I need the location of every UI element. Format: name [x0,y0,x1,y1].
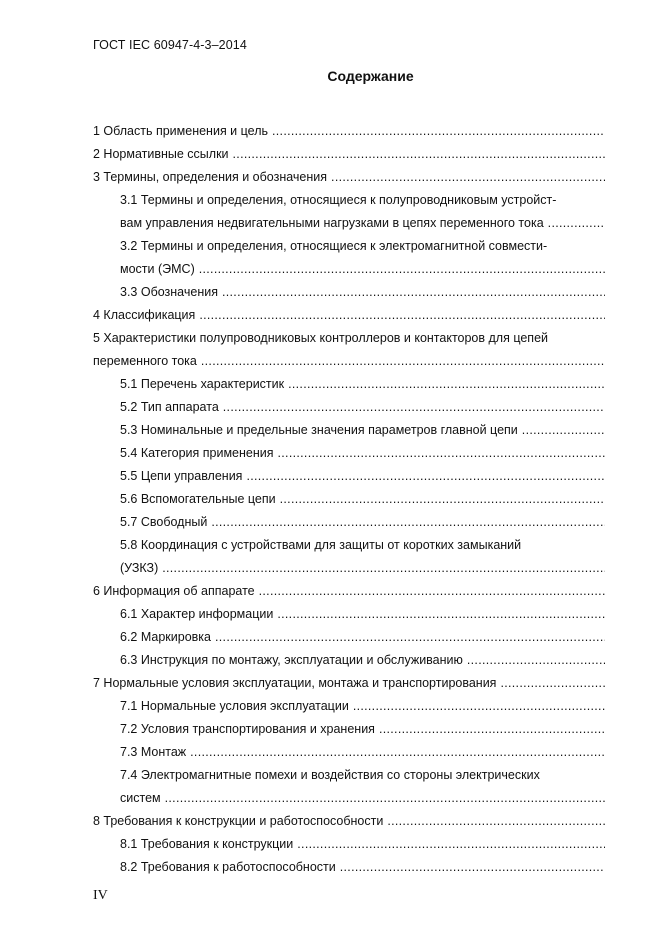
toc-entry-text: 5.5 Цепи управления [120,469,243,483]
toc-entry [93,580,605,603]
toc-entry [93,626,605,649]
toc-leader-dots [272,120,605,143]
toc-entry [93,143,605,166]
toc-entry-text: 5 Характеристики полупроводниковых контроллеров и контакторов для цепей [93,331,549,345]
toc-leader-dots [222,281,605,304]
toc-entry-text: переменного тока [93,354,197,368]
toc-entry [93,833,605,856]
toc-entry [93,488,605,511]
toc-entry-text: 6.2 Маркировка [120,630,211,644]
toc-entry-text: 2 Нормативные ссылки [93,147,229,161]
toc-leader-dots [199,304,605,327]
toc-entry [93,856,605,879]
toc-entry-text: 6.1 Характер информации [120,607,274,621]
toc-entry [93,235,605,258]
toc-entry-text: мости (ЭМС) [120,262,195,276]
toc-entry [93,764,605,787]
toc-entry-text: (УЗКЗ) [120,561,159,575]
toc-entry-text: 7.2 Условия транспортирования и хранения [120,722,375,736]
toc-entry [93,534,605,557]
toc-entry-text: 6 Информация об аппарате [93,584,255,598]
toc-entry-text: 3.1 Термины и определения, относящиеся к полупроводниковым устройст- [120,193,557,207]
toc-entry [93,281,605,304]
table-of-contents [93,120,605,879]
toc-entry [93,419,605,442]
toc-entry-text: 7.4 Электромагнитные помехи и воздействия со стороны электрических [120,768,540,782]
toc-leader-dots [165,787,605,810]
toc-entry [93,511,605,534]
toc-leader-dots [522,419,605,442]
toc-leader-dots [353,695,605,718]
toc-entry [93,741,605,764]
toc-entry-text: 1 Область применения и цель [93,124,268,138]
toc-entry-text: 7.1 Нормальные условия эксплуатации [120,699,349,713]
toc-entry [93,258,605,281]
toc-entry [93,166,605,189]
toc-entry-text: 5.8 Координация с устройствами для защиты от коротких замыканий [120,538,522,552]
toc-leader-dots [280,488,605,511]
toc-leader-dots [223,396,605,419]
toc-entry-text: 8.2 Требования к работоспособности [120,860,336,874]
toc-leader-dots [548,212,605,235]
toc-entry [93,120,605,143]
toc-leader-dots [331,166,605,189]
toc-entry [93,442,605,465]
toc-leader-dots [190,741,605,764]
toc-leader-dots [233,143,605,166]
toc-leader-dots [288,373,605,396]
toc-leader-dots [297,833,605,856]
toc-entry [93,695,605,718]
toc-entry-text: 5.3 Номинальные и предельные значения параметров главной цепи [120,423,518,437]
toc-entry-text: 3.2 Термины и определения, относящиеся к электромагнитной совмести- [120,239,548,253]
toc-entry [93,718,605,741]
toc-entry [93,327,605,350]
toc-leader-dots [379,718,605,741]
toc-entry-text: 5.4 Категория применения [120,446,274,460]
toc-entry [93,350,605,373]
toc-leader-dots [277,603,605,626]
toc-leader-dots [500,672,605,695]
toc-entry [93,465,605,488]
toc-entry [93,189,605,212]
toc-leader-dots [199,258,605,281]
toc-entry-text: 7.3 Монтаж [120,745,187,759]
toc-entry-text: 8 Требования к конструкции и работоспособности [93,814,384,828]
toc-leader-dots [278,442,605,465]
toc-entry [93,649,605,672]
toc-entry-text: 5.2 Тип аппарата [120,400,219,414]
toc-entry [93,810,605,833]
toc-entry-text: систем [120,791,161,805]
toc-leader-dots [246,465,605,488]
toc-leader-dots [211,511,605,534]
toc-entry [93,787,605,810]
document-code-header: ГОСТ IEC 60947-4-3–2014 [93,38,247,52]
toc-entry [93,672,605,695]
toc-entry-text: 5.1 Перечень характеристик [120,377,285,391]
toc-leader-dots [467,649,605,672]
toc-leader-dots [387,810,605,833]
toc-entry [93,396,605,419]
toc-entry [93,212,605,235]
toc-entry [93,557,605,580]
toc-entry-text: 5.7 Свободный [120,515,208,529]
toc-entry [93,304,605,327]
toc-leader-dots [259,580,605,603]
toc-entry-text: 3 Термины, определения и обозначения [93,170,328,184]
toc-entry-text: вам управления недвигательными нагрузками в цепях переменного тока [120,216,544,230]
toc-entry-text: 8.1 Требования к конструкции [120,837,294,851]
page-title: Содержание [327,68,414,84]
toc-leader-dots [162,557,605,580]
toc-leader-dots [215,626,605,649]
toc-entry [93,603,605,626]
toc-entry-text: 6.3 Инструкция по монтажу, эксплуатации и обслуживанию [120,653,463,667]
toc-leader-dots [201,350,605,373]
toc-entry-text: 3.3 Обозначения [120,285,218,299]
page-number: IV [93,888,108,903]
toc-leader-dots [340,856,605,879]
toc-entry-text: 5.6 Вспомогательные цепи [120,492,276,506]
toc-entry [93,373,605,396]
toc-entry-text: 4 Классификация [93,308,196,322]
toc-entry-text: 7 Нормальные условия эксплуатации, монтажа и транспортирования [93,676,497,690]
